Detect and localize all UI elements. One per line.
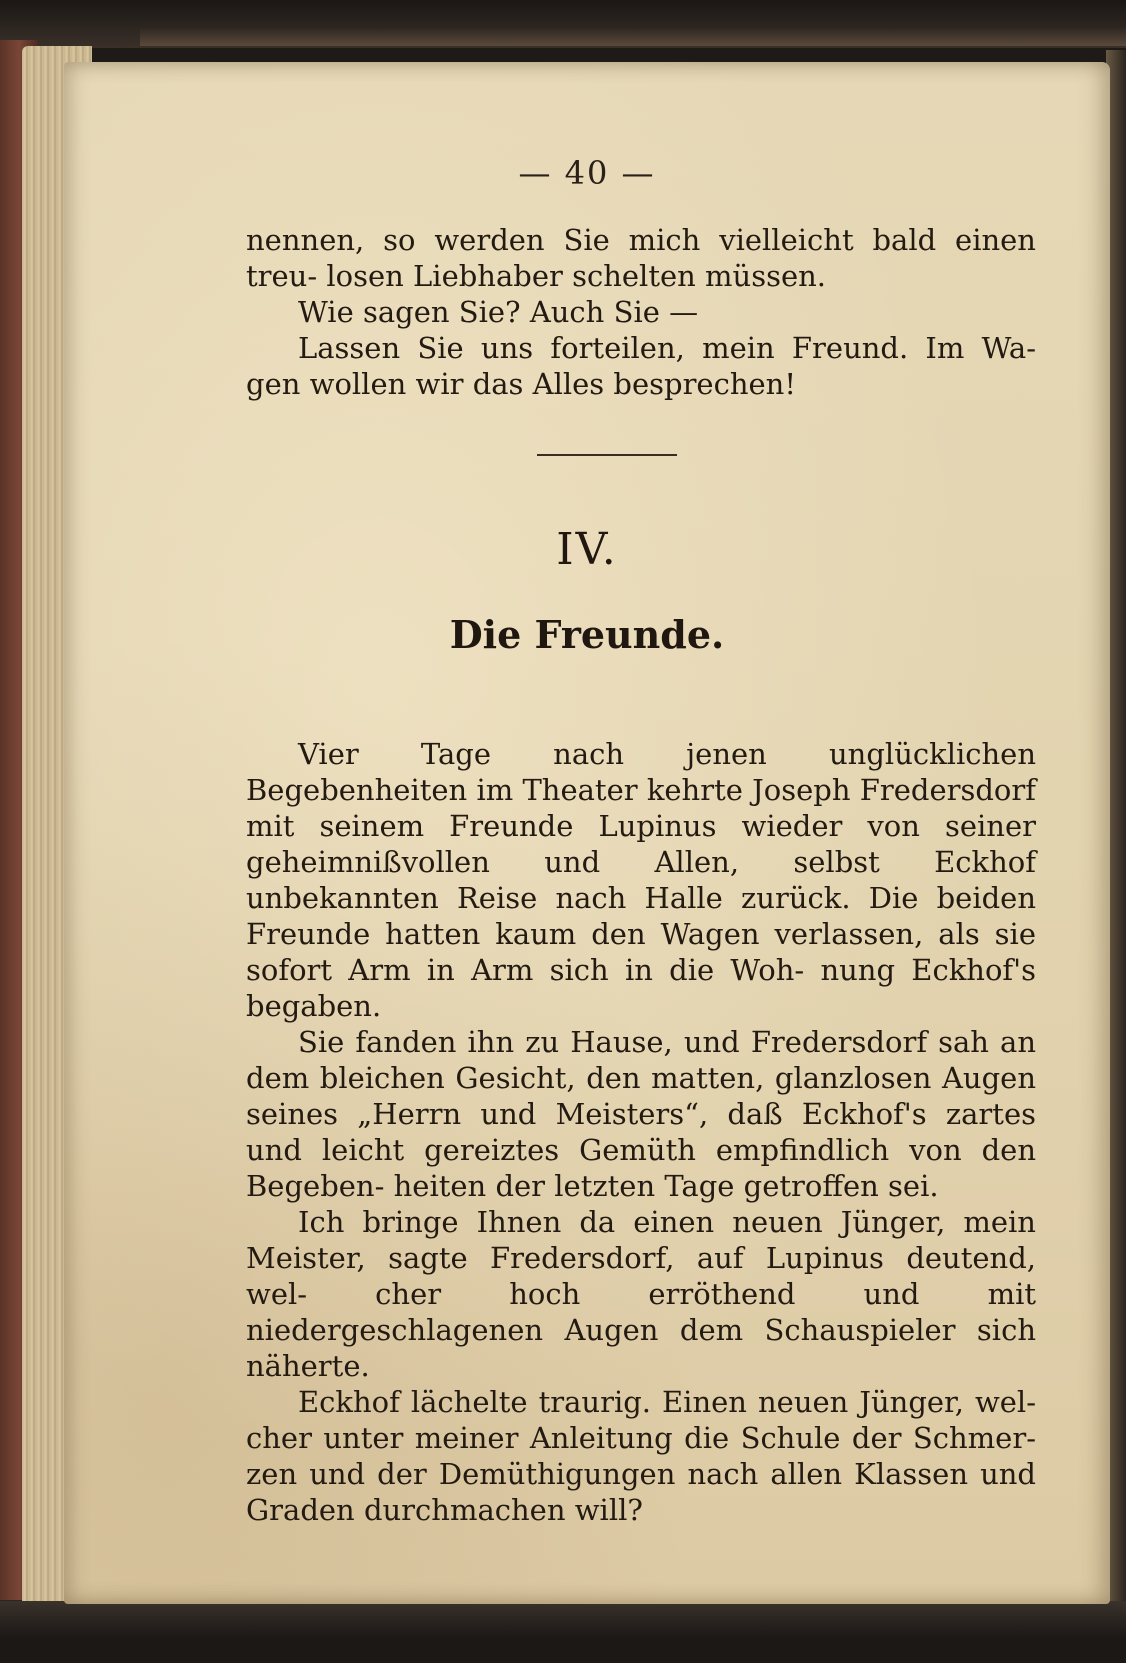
top-page-edge [140, 28, 1126, 46]
paragraph: Vier Tage nach jenen unglücklichen Begebenheiten im Theater kehrte Joseph Fredersdorf mit seinem Freunde Lupinus wieder von seiner geheimnißvollen und Allen, selbst Eckhof unbekannten Reise nach Halle zurück. Die beiden Freunde hatten kaum den Wagen verlassen, als sie sofort Arm in Arm sich in die Woh- nung Eckhof's begaben. [246, 737, 1036, 1023]
top-text-block [246, 222, 1036, 402]
book-page [64, 62, 1110, 1604]
paragraph: Eckhof lächelte traurig. Einen neuen Jünger, wel- cher unter meiner Anleitung die Schule der Schmer- zen und der Demüthigungen nach allen Klassen und Graden durchmachen will? [246, 1385, 1036, 1527]
paragraph: nennen, so werden Sie mich vielleicht bald einen treu- losen Liebhaber schelten müssen. [246, 223, 1036, 293]
section-divider [537, 454, 677, 456]
chapter-title: Die Freunde. [449, 612, 725, 657]
chapter-text-block [246, 736, 1036, 1528]
paragraph: Lassen Sie uns forteilen, mein Freund. Im Wa- gen wollen wir das Alles besprechen! [246, 331, 1036, 401]
paragraph: Wie sagen Sie? Auch Sie — [298, 295, 699, 329]
paragraph: Sie fanden ihn zu Hause, und Fredersdorf sah an dem bleichen Gesicht, den matten, glanzlosen Augen seines „Herrn und Meisters“, daß Eckhof's zartes und leicht gereiztes Gemüth empfindlich von den Begeben- heiten der letzten Tage getroffen sei. [246, 1025, 1036, 1203]
paragraph: Ich bringe Ihnen da einen neuen Jünger, mein Meister, sagte Fredersdorf, auf Lupinus deutend, wel- cher hoch erröthend und mit niedergeschlagenen Augen dem Schauspieler sich näherte. [246, 1205, 1036, 1383]
chapter-number: IV. [556, 524, 618, 575]
page-number: — 40 — [518, 154, 656, 192]
bottom-binding-strip [0, 1601, 1126, 1663]
